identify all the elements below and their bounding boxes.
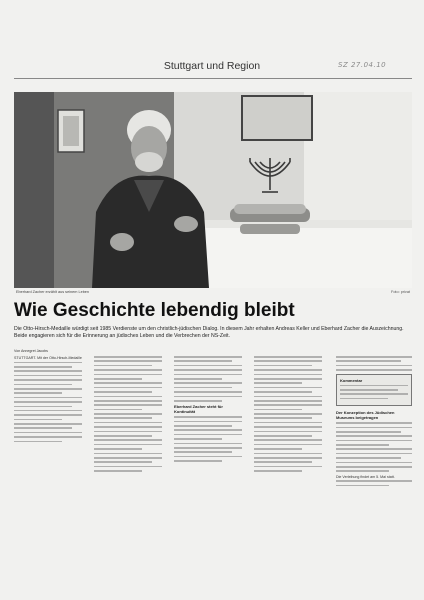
article-column-2: [94, 356, 162, 475]
article-column-4: [254, 356, 322, 475]
article-subheading: Eberhard Zacher steht für Kontinuität: [174, 404, 223, 415]
article-column-5: [336, 356, 412, 489]
section-rule: [14, 78, 412, 79]
photo-caption: Eberhard Zacher erzählt aus seinem Leben: [16, 290, 90, 294]
photo-credit: Foto: privat: [391, 290, 410, 294]
article-subhead: Die Otto-Hirsch-Medaille würdigt seit 1985 Verdienste um den christlich-jüdischen Dialog. In diesem Jahr erhalten Andreas Keller und Eberhard Zacher die Auszeichnung. Beide engagieren sich für die Erinnerung an jüdisches Leben und die Verbrechen der NS-Zeit.: [14, 326, 404, 339]
article-byline: Von Annegret Jacobs: [14, 349, 48, 353]
article-column-3: [174, 356, 242, 465]
article-subheading-2: Der Konzeption des Jüdischen Museums beigetragen: [336, 410, 395, 421]
article-lead: STUTTGART. Mit der Otto-Hirsch-Medaille: [14, 356, 82, 360]
article-column-1: [14, 356, 82, 445]
section-header: Stuttgart und Region: [163, 60, 261, 72]
handwritten-date: SZ 27.04.10: [338, 61, 387, 69]
comment-box-title: Kommentar: [340, 377, 363, 383]
article-closing: Die Verleihung findet am 5. Mai statt.: [336, 474, 395, 479]
article-photo: [14, 92, 412, 288]
comment-box: [336, 374, 412, 407]
article-headline: Wie Geschichte lebendig bleibt: [14, 300, 295, 321]
